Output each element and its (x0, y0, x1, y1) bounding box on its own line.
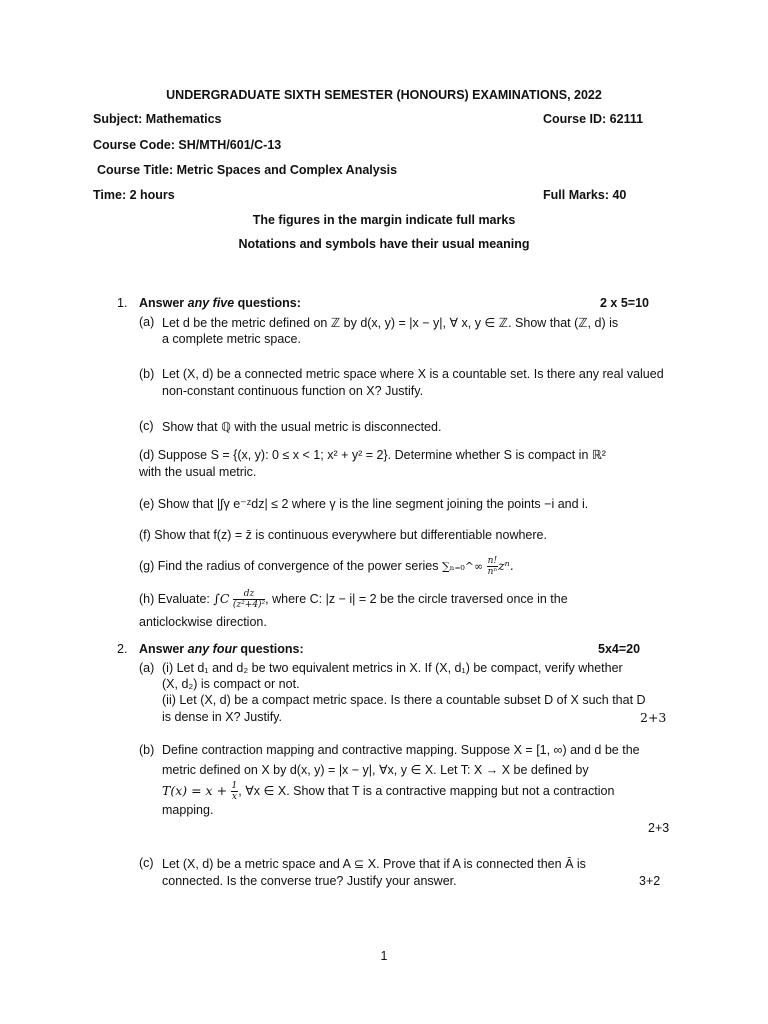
instruction-prefix: Answer (139, 296, 188, 310)
fraction (233, 589, 265, 610)
time-label: Time: 2 hours (93, 188, 175, 202)
fraction-numerator: dz (233, 589, 265, 600)
subquestion-text: Define contraction mapping and contractive mapping. Suppose X = [1, ∞) and d be the (162, 743, 640, 757)
subquestion-text: a complete metric space. (162, 332, 301, 346)
subquestion-text (139, 556, 514, 577)
subquestion-label: (a) (139, 661, 155, 675)
fraction-denominator: x (231, 792, 237, 802)
mapping-definition: T(x) = x + (162, 782, 228, 798)
series-term: zⁿ. (498, 557, 514, 573)
course-title-label: Course Title: Metric Spaces and Complex Analysis (97, 163, 398, 177)
subquestion-tail: , ∀x ∈ X. Show that T is a contractive mapping but not a contraction (238, 783, 615, 798)
subquestion-text: anticlockwise direction. (139, 615, 267, 629)
question-marks: 2 x 5=10 (600, 296, 650, 310)
subquestion-text: (X, d₂) is compact or not. (162, 677, 300, 691)
instruction-suffix: questions: (234, 296, 301, 310)
subquestion-text: connected. Is the converse true? Justify your answer. (162, 874, 457, 888)
subquestion-label: (b) (139, 743, 155, 757)
margin-note: The figures in the margin indicate full marks (252, 213, 516, 227)
summation-symbol: ∑ₙ₌₀^∞ (441, 559, 484, 573)
exam-title: UNDERGRADUATE SIXTH SEMESTER (HONOURS) EXAMINATIONS, 2022 (166, 88, 602, 102)
fraction-numerator: 1 (231, 781, 238, 791)
subquestion-label: (c) (139, 856, 154, 870)
subquestion-marks: 2+3 (648, 821, 670, 835)
subquestion-label: (b) (139, 367, 155, 381)
question-instruction (139, 642, 304, 656)
notation-note: Notations and symbols have their usual meaning (238, 237, 530, 251)
instruction-suffix: questions: (236, 642, 304, 656)
fraction (487, 556, 498, 577)
subquestion-marks: 3+2 (639, 874, 661, 888)
fraction-numerator: n! (487, 556, 498, 566)
question-number: 1. (117, 296, 128, 310)
subquestion-text: with the usual metric. (139, 465, 257, 479)
subquestion-text: non-constant continuous function on X? Justify. (162, 384, 424, 398)
subquestion-text: Let d be the metric defined on ℤ by d(x, y) = |x − y|, ∀ x, y ∈ ℤ. Show that (ℤ, d) is (162, 316, 619, 330)
instruction-emphasis: any five (187, 296, 235, 310)
subquestion-text: Let (X, d) be a connected metric space where X is a countable set. Is there any real valued (162, 367, 664, 381)
subquestion-marks: 2+3 (640, 710, 667, 725)
question-instruction (139, 296, 301, 310)
subquestion-text: metric defined on X by d(x, y) = |x − y|, ∀x, y ∈ X. Let T: X → X be defined by (162, 763, 589, 777)
subquestion-text: Let (X, d) be a metric space and A ⊆ X. Prove that if A is connected then Ā is (162, 857, 586, 871)
integral-symbol: ∫C (213, 590, 230, 606)
instruction-emphasis: any four (187, 642, 237, 656)
subquestion-text: (f) Show that f(z) = z̄ is continuous everywhere but differentiable nowhere. (139, 528, 547, 542)
subquestion-text (162, 781, 614, 802)
fraction-denominator: nⁿ (487, 567, 498, 577)
subquestion-text: (ii) Let (X, d) be a compact metric space. Is there a countable subset D of X such that D (162, 693, 646, 707)
full-marks-label: Full Marks: 40 (543, 188, 627, 202)
subquestion-label: (c) (139, 419, 154, 433)
subquestion-text: (d) Suppose S = {(x, y): 0 ≤ x < 1; x² + y² = 2}. Determine whether S is compact in ℝ² (139, 448, 606, 462)
question-marks: 5x4=20 (598, 642, 641, 656)
subquestion-prefix: (g) Find the radius of convergence of the power series (139, 558, 439, 573)
question-number: 2. (117, 642, 128, 656)
subquestion-tail: , where C: |z − i| = 2 be the circle traversed once in the (265, 591, 568, 606)
subquestion-text (139, 589, 568, 610)
page-number: 1 (380, 949, 388, 963)
subquestion-text: is dense in X? Justify. (162, 710, 282, 724)
subquestion-prefix: (h) Evaluate: (139, 591, 210, 606)
instruction-prefix: Answer (139, 642, 188, 656)
subquestion-text: (e) Show that |∫γ e⁻ᶻdz| ≤ 2 where γ is the line segment joining the points −i and i. (139, 497, 589, 511)
course-id-label: Course ID: 62111 (543, 112, 644, 126)
subquestion-text: mapping. (162, 803, 214, 817)
subject-label: Subject: Mathematics (93, 112, 222, 126)
fraction-denominator: (z²+4)² (232, 600, 266, 610)
course-code-label: Course Code: SH/MTH/601/C-13 (93, 138, 282, 152)
subquestion-text: Show that ℚ with the usual metric is disconnected. (162, 420, 442, 434)
subquestion-label: (a) (139, 315, 155, 329)
subquestion-text: (i) Let d₁ and d₂ be two equivalent metrics in X. If (X, d₁) be compact, verify whether (162, 661, 623, 675)
